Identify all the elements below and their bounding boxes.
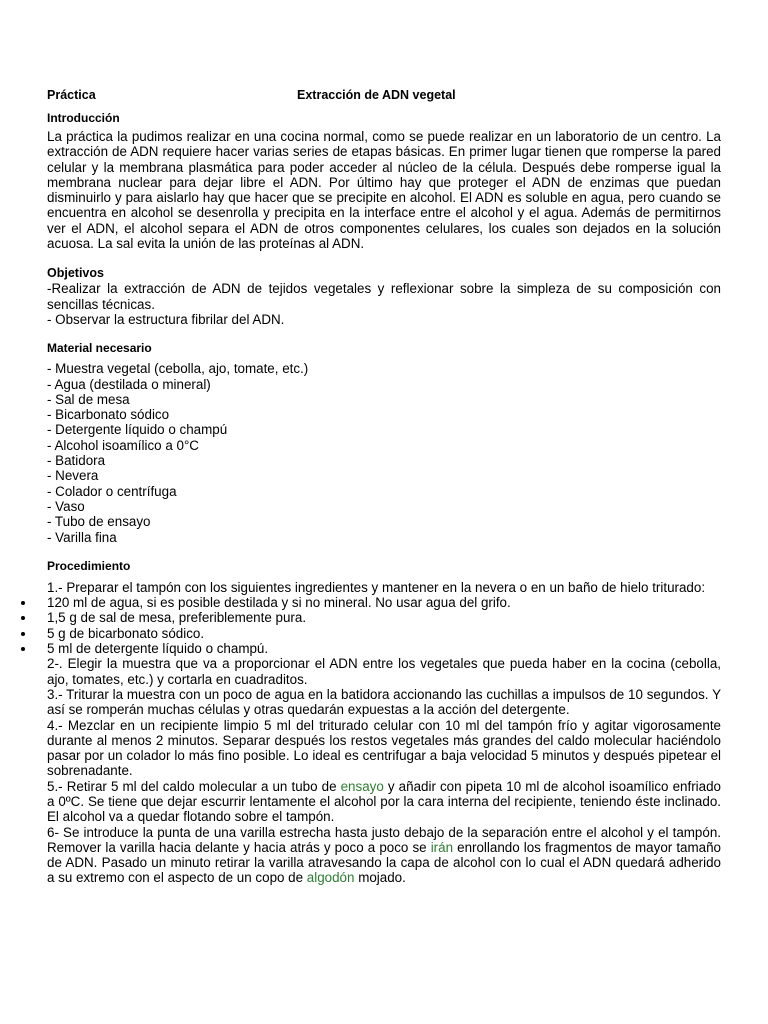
step-5-text-b: y añadir con pipeta 10 ml de alcohol isoamílico enfriado a 0ºC. Se tiene que dejar escurrir lentamente el alcohol por la cara interna del recipiente, teniendo éste inclinado. El alcohol va a quedar flotando sobre el tampón. — [47, 778, 721, 825]
ingredient-item — [47, 641, 721, 656]
material-item: - Muestra vegetal (cebolla, ajo, tomate, etc.) — [47, 361, 309, 377]
material-item: - Vaso — [47, 498, 85, 514]
material-item: - Alcohol isoamílico a 0°C — [47, 437, 199, 453]
document-label: Práctica — [47, 88, 96, 102]
material-item: - Sal de mesa — [47, 391, 130, 407]
material-item: - Detergente líquido o champú — [47, 422, 228, 438]
material-item: - Varilla fina — [47, 529, 117, 545]
material-item: - Agua (destilada o mineral) — [47, 376, 211, 392]
ingredient-text: 120 ml de agua, si es posible destilada y si no mineral. No usar agua del grifo. — [47, 595, 511, 611]
title-row — [47, 88, 721, 106]
step-6-text-a: 6- Se introduce la punta de una varilla estrecha hasta justo debajo de la separación entre el alcohol y el tampón. Remover la varilla hacia delante y hacia atrás y poco a poco se — [47, 824, 721, 855]
material-item: - Bicarbonato sódico — [47, 407, 170, 423]
ingredient-item — [47, 610, 721, 625]
intro-paragraph: La práctica la pudimos realizar en una cocina normal, como se puede realizar en un laboratorio de un centro. La extracción de ADN requiere hacer varias series de etapas básicas. En primer lugar tienen que romperse la pared celular y la membrana plasmática para poder acceder al núcleo de la célula. Después debe romperse igual la membrana nuclear para dejar libre el ADN. Por último hay que proteger el ADN de enzimas que puedan disminuirlo y para aislarlo hay que hacer que se precipite en alcohol. El ADN es soluble en agua, pero cuando se encuentra en alcohol se desenrolla y precipita en la interface entre el alcohol y el agua. Además de permitirnos ver el ADN, el alcohol separa el ADN de otros componentes celulares, los cuales son dejados en la solución acuosa. La sal evita la unión de las proteínas al ADN. — [47, 129, 721, 252]
objective-item: -Realizar la extracción de ADN de tejidos vegetales y reflexionar sobre la simpleza de su composición con sencillas técnicas. — [47, 281, 721, 312]
document-title: Extracción de ADN vegetal — [297, 88, 456, 102]
ingredient-item — [47, 595, 721, 610]
ingredient-text: 5 ml de detergente líquido o champú. — [47, 641, 269, 657]
material-item: - Nevera — [47, 468, 99, 484]
ensayo-link[interactable]: ensayo — [340, 778, 384, 794]
material-item: - Tubo de ensayo — [47, 514, 151, 530]
bullet-icon — [21, 616, 25, 620]
material-item: - Batidora — [47, 453, 106, 469]
buffer-ingredients-list — [47, 595, 721, 656]
material-item: - Colador o centrífuga — [47, 483, 177, 499]
step-6-text-c: mojado. — [354, 870, 406, 886]
ingredient-text: 1,5 g de sal de mesa, preferiblemente pura. — [47, 610, 307, 626]
materials-list — [47, 361, 721, 545]
iran-link[interactable]: irán — [430, 839, 454, 855]
algodon-link[interactable]: algodón — [306, 870, 355, 886]
procedure-heading: Procedimiento — [47, 558, 131, 573]
ingredient-text: 5 g de bicarbonato sódico. — [47, 625, 205, 641]
procedure-step-2: 2-. Elegir la muestra que va a proporcionar el ADN entre los vegetales que pueda haber en la cocina (cebolla, ajo, tomates, etc.) y cortarla en cuadraditos. — [47, 656, 721, 687]
ingredient-item — [47, 626, 721, 641]
objective-item: - Observar la estructura fibrilar del ADN. — [47, 311, 285, 327]
bullet-icon — [21, 601, 25, 605]
bullet-icon — [21, 632, 25, 636]
procedure-step-4: 4.- Mezclar en un recipiente limpio 5 ml del triturado celular con 10 ml del tampón frío y agitar vigorosamente durante al menos 2 minutos. Separar después los restos vegetales más grandes del caldo molecular haciéndolo pasar por un colador lo más fino posible. Lo ideal es centrifugar a baja velocidad 5 minutos y después pipetear el sobrenadante. — [47, 717, 721, 779]
intro-heading: Introducción — [47, 111, 120, 125]
procedure-step-3: 3.- Triturar la muestra con un poco de agua en la batidora accionando las cuchillas a impulsos de 10 segundos. Y así se romperán muchas células y otras quedarán expuestas a la acción del detergente. — [47, 686, 721, 718]
step-6-text-b: enrollando los fragmentos de mayor tamaño de ADN. Pasado un minuto retirar la varilla atravesando la capa de alcohol con lo cual el ADN quedará adherido a su extremo con el aspecto de un copo de — [47, 839, 721, 886]
objectives-heading: Objetivos — [47, 266, 104, 281]
procedure-step-6 — [47, 825, 721, 886]
step-5-text-a: 5.- Retirar 5 ml del caldo molecular a un tubo de — [47, 778, 341, 794]
bullet-icon — [21, 647, 25, 651]
materials-heading: Material necesario — [47, 341, 152, 356]
document-page — [47, 88, 721, 886]
procedure-step-5 — [47, 779, 721, 825]
procedure-step-1: 1.- Preparar el tampón con los siguientes ingredientes y mantener en la nevera o en un baño de hielo triturado: — [47, 579, 706, 595]
